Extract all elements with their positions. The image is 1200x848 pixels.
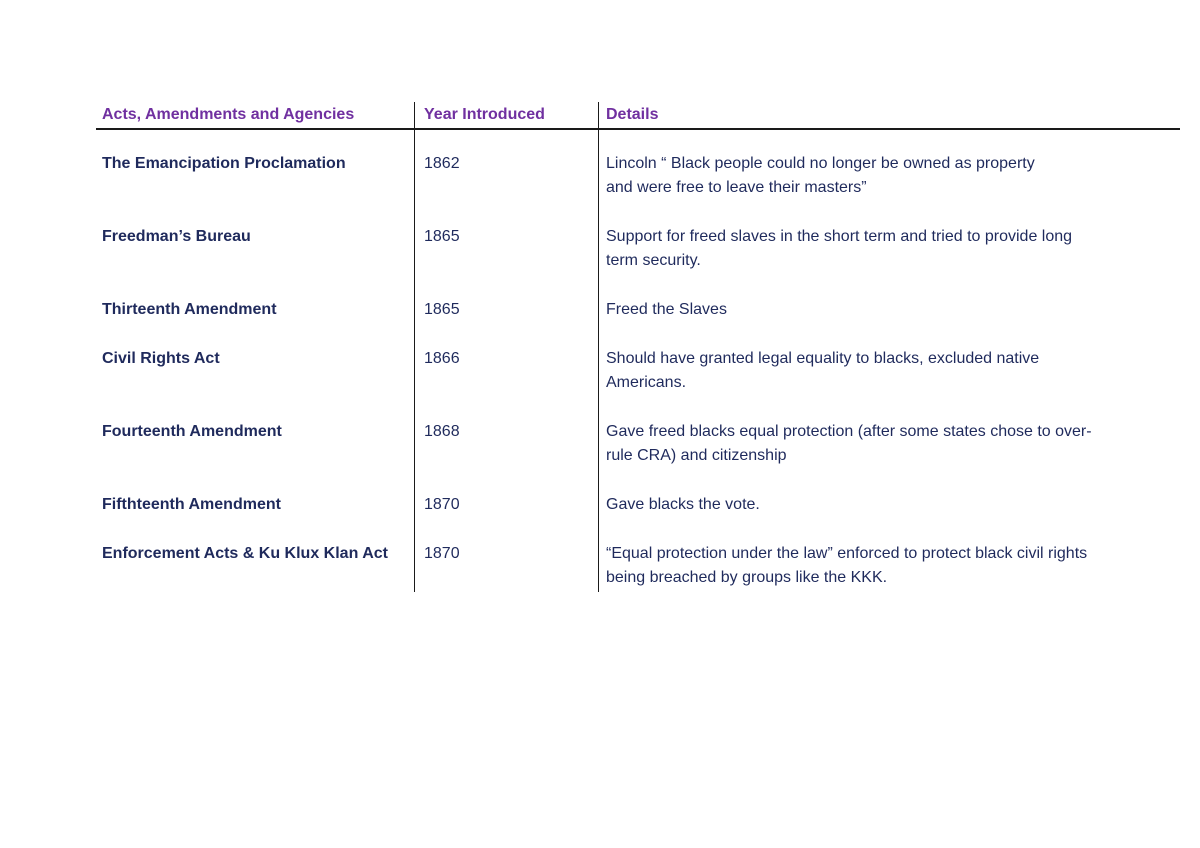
table-row bbox=[96, 420, 1180, 493]
year-introduced: 1870 bbox=[424, 545, 460, 562]
legislation-table bbox=[96, 100, 1180, 586]
table-row bbox=[96, 225, 1180, 298]
header-acts: Acts, Amendments and Agencies bbox=[102, 106, 355, 123]
act-details: Support for freed slaves in the short term and tried to provide long term security. bbox=[606, 228, 1073, 269]
header-year: Year Introduced bbox=[424, 106, 545, 123]
table-row bbox=[96, 298, 1180, 347]
act-name: Fifthteenth Amendment bbox=[102, 496, 281, 513]
table-row bbox=[96, 542, 1180, 615]
table-header-row bbox=[96, 100, 1180, 130]
year-introduced: 1870 bbox=[424, 496, 460, 513]
act-name: Fourteenth Amendment bbox=[102, 423, 282, 440]
act-details: “Equal protection under the law” enforced to protect black civil rights being breached by groups like the KKK. bbox=[606, 545, 1088, 586]
table-row bbox=[96, 493, 1180, 542]
act-name: Freedman’s Bureau bbox=[102, 228, 251, 245]
year-introduced: 1868 bbox=[424, 423, 460, 440]
year-introduced: 1865 bbox=[424, 228, 460, 245]
act-details: Lincoln “ Black people could no longer be owned as property and were free to leave their masters” bbox=[606, 155, 1035, 196]
year-introduced: 1866 bbox=[424, 350, 460, 367]
header-details: Details bbox=[606, 106, 659, 123]
act-details: Should have granted legal equality to blacks, excluded native Americans. bbox=[606, 350, 1040, 391]
table-body bbox=[96, 152, 1180, 615]
year-introduced: 1862 bbox=[424, 155, 460, 172]
act-details: Gave blacks the vote. bbox=[606, 496, 760, 513]
act-name: The Emancipation Proclamation bbox=[102, 155, 346, 172]
table-row bbox=[96, 152, 1180, 225]
table-row bbox=[96, 347, 1180, 420]
act-details: Gave freed blacks equal protection (after some states chose to over- rule CRA) and citizenship bbox=[606, 423, 1092, 464]
act-name: Thirteenth Amendment bbox=[102, 301, 277, 318]
act-name: Enforcement Acts & Ku Klux Klan Act bbox=[102, 545, 388, 562]
year-introduced: 1865 bbox=[424, 301, 460, 318]
act-name: Civil Rights Act bbox=[102, 350, 220, 367]
act-details: Freed the Slaves bbox=[606, 301, 727, 318]
